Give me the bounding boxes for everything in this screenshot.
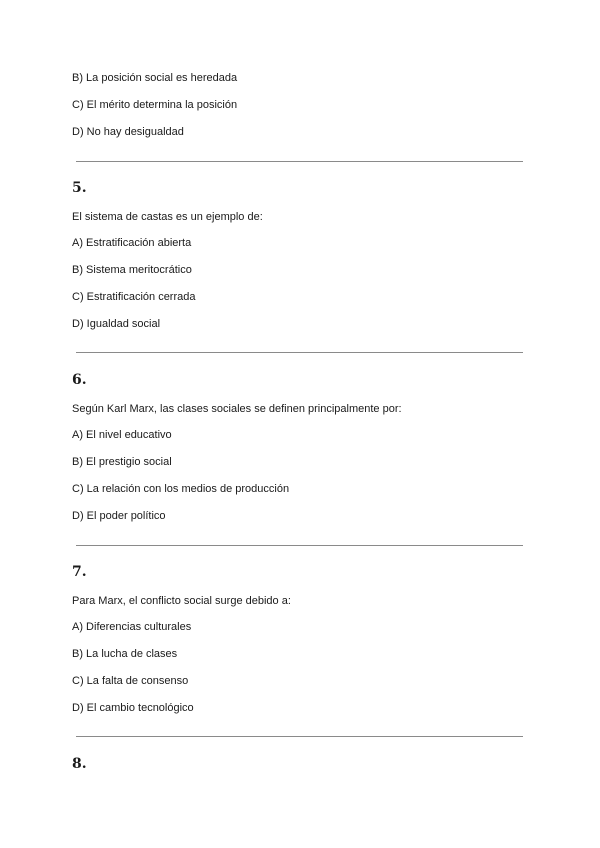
q7-option-c: C) La falta de consenso: [72, 675, 189, 687]
q4-option-b: B) La posición social es heredada: [72, 72, 238, 84]
separator-line: [76, 352, 523, 353]
q7-option-a: A) Diferencias culturales: [72, 621, 192, 633]
q5-option-d: D) Igualdad social: [72, 318, 161, 330]
separator-line: [76, 545, 523, 546]
q6-option-a: A) El nivel educativo: [72, 429, 172, 441]
q4-option-d: D) No hay desigualdad: [72, 126, 184, 138]
q4-option-c: C) El mérito determina la posición: [72, 99, 238, 111]
q7-option-d: D) El cambio tecnológico: [72, 702, 194, 714]
q5-option-a: A) Estratificación abierta: [72, 237, 192, 249]
separator-line: [76, 736, 523, 737]
separator-line: [76, 161, 523, 162]
q7-question: Para Marx, el conflicto social surge debido a:: [72, 595, 291, 607]
q5-number: 5.: [72, 180, 87, 196]
q7-option-b: B) La lucha de clases: [72, 648, 178, 660]
q6-option-c: C) La relación con los medios de producción: [72, 483, 290, 495]
q6-option-d: D) El poder político: [72, 510, 166, 522]
q5-option-c: C) Estratificación cerrada: [72, 291, 196, 303]
q6-question: Según Karl Marx, las clases sociales se definen principalmente por:: [72, 403, 402, 415]
q6-number: 6.: [72, 372, 87, 388]
q6-option-b: B) El prestigio social: [72, 456, 172, 468]
q5-option-b: B) Sistema meritocrático: [72, 264, 192, 276]
q5-question: El sistema de castas es un ejemplo de:: [72, 211, 263, 223]
q8-number: 8.: [72, 756, 87, 772]
q7-number: 7.: [72, 564, 87, 580]
